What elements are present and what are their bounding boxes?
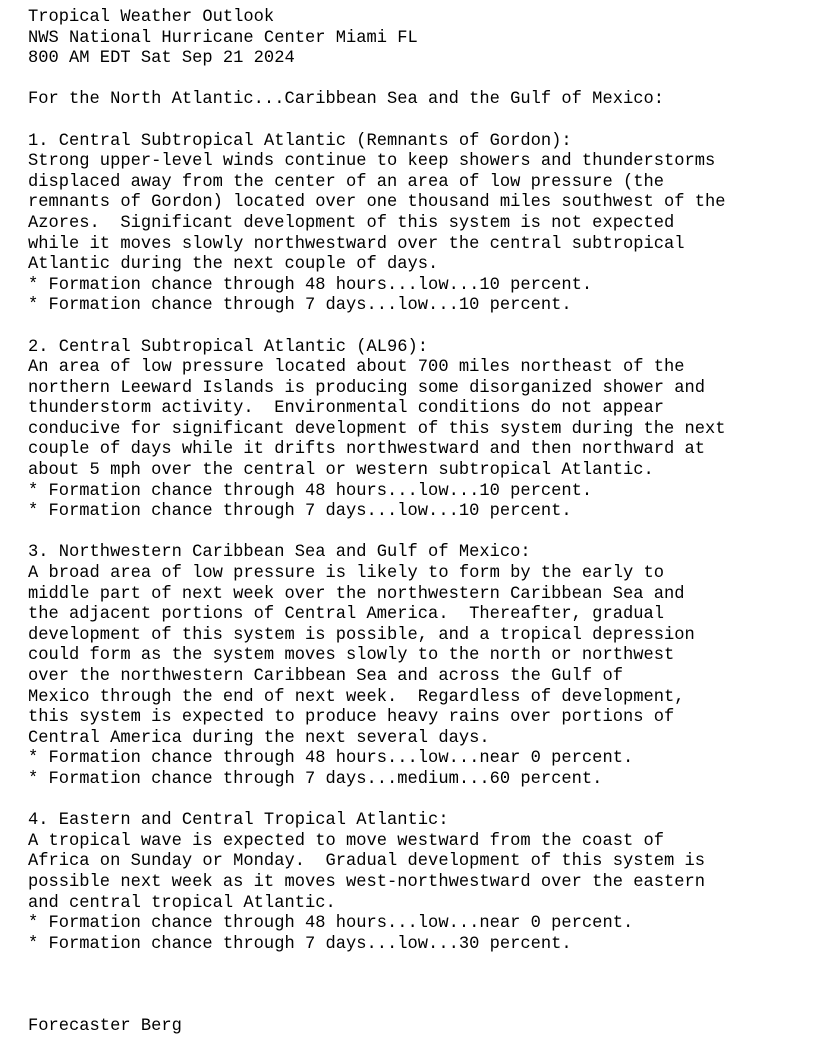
- system-body-line: this system is expected to produce heavy rains over portions of: [28, 708, 675, 728]
- system-heading: 3. Northwestern Caribbean Sea and Gulf of Mexico:: [28, 543, 531, 563]
- system-body-line: possible next week as it moves west-northwestward over the eastern: [28, 872, 706, 892]
- system-body-line: the adjacent portions of Central America. Thereafter, gradual: [28, 605, 664, 625]
- system-body-line: conducive for significant development of this system during the next: [28, 419, 726, 439]
- formation-chance-7d: * Formation chance through 7 days...low...10 percent.: [28, 502, 572, 522]
- system-body-line: northern Leeward Islands is producing some disorganized shower and: [28, 378, 706, 398]
- system-2: [28, 338, 823, 523]
- system-body-line: A tropical wave is expected to move westward from the coast of: [28, 831, 664, 851]
- system-body-line: development of this system is possible, and a tropical depression: [28, 625, 695, 645]
- formation-chance-7d: * Formation chance through 7 days...medium...60 percent.: [28, 769, 603, 789]
- system-heading: 1. Central Subtropical Atlantic (Remnants of Gordon):: [28, 131, 572, 151]
- outlook-title: Tropical Weather Outlook: [28, 8, 275, 27]
- system-body-line: Azores. Significant development of this system is not expected: [28, 213, 675, 233]
- system-4: [28, 811, 823, 955]
- system-body-line: thunderstorm activity. Environmental conditions do not appear: [28, 399, 664, 419]
- system-body-line: middle part of next week over the northwestern Caribbean Sea and: [28, 584, 685, 604]
- formation-chance-48h: * Formation chance through 48 hours...low...10 percent.: [28, 275, 593, 295]
- system-body-line: over the northwestern Caribbean Sea and across the Gulf of: [28, 667, 623, 686]
- formation-chance-48h: * Formation chance through 48 hours...low...near 0 percent.: [28, 914, 634, 934]
- system-body-line: about 5 mph over the central or western subtropical Atlantic.: [28, 461, 654, 481]
- system-body-line: Atlantic during the next couple of days.: [28, 255, 439, 275]
- system-body-line: Strong upper-level winds continue to keep showers and thunderstorms: [28, 152, 716, 172]
- tropical-weather-outlook: [28, 8, 823, 1038]
- system-heading: 4. Eastern and Central Tropical Atlantic:: [28, 811, 449, 831]
- issuing-office: NWS National Hurricane Center Miami FL: [28, 28, 418, 48]
- spacer: [28, 70, 823, 91]
- spacer: [28, 997, 823, 1018]
- formation-chance-48h: * Formation chance through 48 hours...low...10 percent.: [28, 481, 593, 501]
- system-body-line: Mexico through the end of next week. Regardless of development,: [28, 687, 685, 707]
- system-body-line: Africa on Sunday or Monday. Gradual development of this system is: [28, 852, 706, 872]
- spacer: [28, 111, 823, 132]
- formation-chance-48h: * Formation chance through 48 hours...low...near 0 percent.: [28, 749, 634, 769]
- system-body-line: A broad area of low pressure is likely to form by the early to: [28, 564, 664, 584]
- formation-chance-7d: * Formation chance through 7 days...low...10 percent.: [28, 296, 572, 316]
- forecaster-signature: Forecaster Berg: [28, 1017, 182, 1037]
- system-heading: 2. Central Subtropical Atlantic (AL96):: [28, 337, 429, 357]
- spacer: [28, 955, 823, 996]
- formation-chance-7d: * Formation chance through 7 days...low...30 percent.: [28, 934, 572, 954]
- system-body-line: remnants of Gordon) located over one thousand miles southwest of the: [28, 193, 726, 213]
- system-body-line: An area of low pressure located about 700 miles northeast of the: [28, 358, 685, 378]
- system-body-line: displaced away from the center of an area of low pressure (the: [28, 172, 664, 192]
- outlook-intro: For the North Atlantic...Caribbean Sea and the Gulf of Mexico:: [28, 90, 664, 110]
- system-body-line: and central tropical Atlantic.: [28, 893, 336, 913]
- issue-time: 800 AM EDT Sat Sep 21 2024: [28, 49, 295, 69]
- system-3: [28, 543, 823, 790]
- system-body-line: while it moves slowly northwestward over the central subtropical: [28, 234, 685, 254]
- system-1: [28, 132, 823, 317]
- system-body-line: could form as the system moves slowly to the north or northwest: [28, 646, 675, 666]
- system-body-line: Central America during the next several days.: [28, 728, 490, 748]
- spacer: [28, 791, 823, 812]
- spacer: [28, 317, 823, 338]
- spacer: [28, 523, 823, 544]
- system-body-line: couple of days while it drifts northwestward and then northward at: [28, 440, 706, 460]
